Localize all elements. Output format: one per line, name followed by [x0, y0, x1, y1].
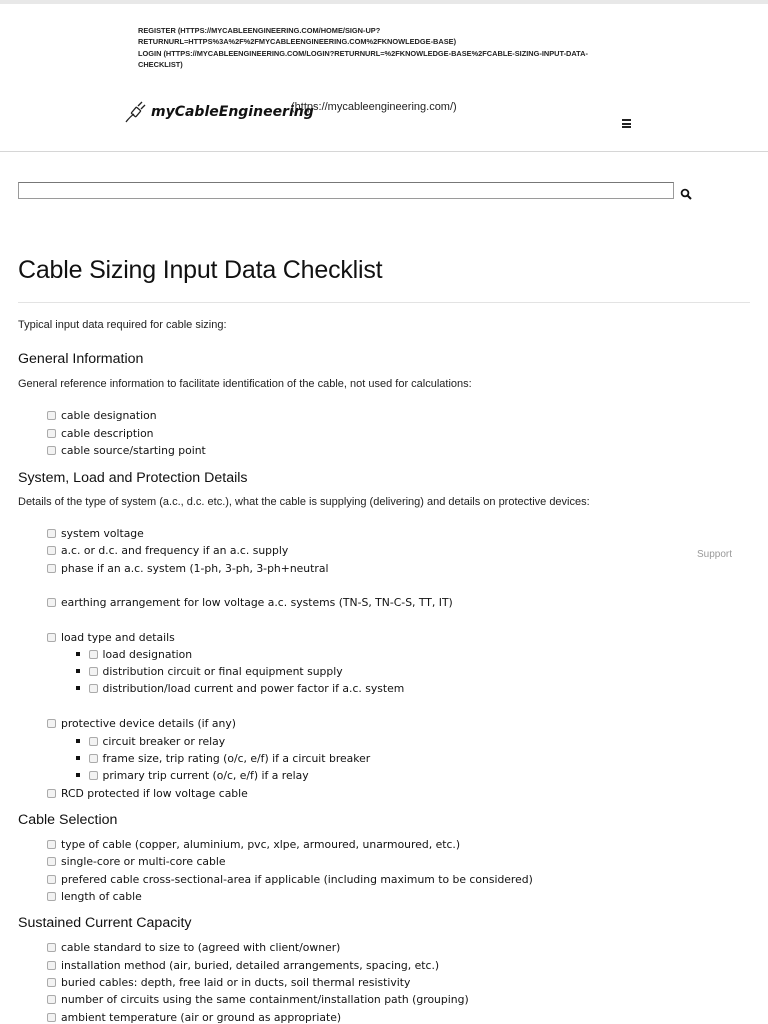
- checklist-item[interactable]: [47, 526, 144, 540]
- checklist-item-label: prefered cable cross-sectional-area if applicable (including maximum to be considered): [61, 872, 533, 886]
- checklist-item-label: installation method (air, buried, detailed arrangements, spacing, etc.): [61, 958, 440, 972]
- brand-logo[interactable]: [124, 100, 314, 124]
- support-link[interactable]: Support: [697, 549, 733, 560]
- checklist-item[interactable]: [47, 958, 439, 972]
- checklist-item-label: load designation: [102, 647, 193, 661]
- bullet: [76, 739, 80, 743]
- checkbox[interactable]: [47, 529, 56, 538]
- bullet: [76, 756, 80, 760]
- checklist-item[interactable]: [47, 561, 328, 575]
- checklist-item[interactable]: [47, 940, 340, 954]
- checklist-item-label: load type and details: [61, 630, 175, 644]
- checklist-item-label: a.c. or d.c. and frequency if an a.c. supply: [61, 543, 289, 557]
- checkbox[interactable]: [89, 650, 98, 659]
- checklist-item-label: system voltage: [61, 526, 144, 540]
- checklist-item-label: single-core or multi-core cable: [61, 854, 226, 868]
- checkbox[interactable]: [47, 840, 56, 849]
- checklist-item-label: cable description: [61, 426, 154, 440]
- checkbox[interactable]: [47, 429, 56, 438]
- page-title: Cable Sizing Input Data Checklist: [18, 256, 383, 284]
- search-icon[interactable]: [680, 185, 692, 197]
- checklist-item-label: ambient temperature (air or ground as appropriate): [61, 1010, 342, 1024]
- checkbox[interactable]: [47, 892, 56, 901]
- bullet: [76, 652, 80, 656]
- hamburger-menu-icon[interactable]: [622, 119, 631, 128]
- cable-plug-icon: [124, 101, 148, 123]
- checklist-subitem[interactable]: [76, 664, 343, 678]
- bullet: [76, 669, 80, 673]
- checklist-item[interactable]: [47, 408, 157, 422]
- checkbox[interactable]: [89, 684, 98, 693]
- checklist-item[interactable]: [47, 443, 206, 457]
- checklist-subitem[interactable]: [76, 647, 192, 661]
- checkbox[interactable]: [47, 857, 56, 866]
- checklist-item[interactable]: [47, 543, 288, 557]
- checklist-item-label: frame size, trip rating (o/c, e/f) if a circuit breaker: [102, 751, 371, 765]
- checklist-item[interactable]: [47, 837, 460, 851]
- checkbox[interactable]: [47, 446, 56, 455]
- section-desc-system: Details of the type of system (a.c., d.c. etc.), what the cable is supplying (delivering) and details on protective devices:: [18, 496, 590, 508]
- checkbox[interactable]: [89, 771, 98, 780]
- checkbox[interactable]: [47, 875, 56, 884]
- checklist-item-label: protective device details (if any): [61, 716, 236, 730]
- checklist-subitem[interactable]: [76, 751, 370, 765]
- checkbox[interactable]: [89, 737, 98, 746]
- checkbox[interactable]: [47, 598, 56, 607]
- checklist-item-label: buried cables: depth, free laid or in ducts, soil thermal resistivity: [61, 975, 411, 989]
- checklist-item-label: circuit breaker or relay: [102, 734, 226, 748]
- checkbox[interactable]: [47, 978, 56, 987]
- bullet: [76, 686, 80, 690]
- checklist-item-label: distribution circuit or final equipment supply: [102, 664, 343, 678]
- checklist-item-label: earthing arrangement for low voltage a.c. systems (TN-S, TN-C-S, TT, IT): [61, 595, 453, 609]
- login-link[interactable]: LOGIN (HTTPS://MYCABLEENGINEERING.COM/LOGIN?RETURNURL=%2FKNOWLEDGE-BASE%2FCABLE-SIZING-INPUT-DATA-CHECKLIST): [138, 48, 588, 69]
- checkbox[interactable]: [47, 564, 56, 573]
- checklist-item[interactable]: [47, 975, 410, 989]
- checklist-item-label: RCD protected if low voltage cable: [61, 786, 248, 800]
- checklist-item[interactable]: [47, 716, 236, 730]
- checklist-item-label: cable standard to size to (agreed with client/owner): [61, 940, 341, 954]
- checklist-item-label: cable source/starting point: [61, 443, 206, 457]
- checklist-item[interactable]: [47, 992, 469, 1006]
- checkbox[interactable]: [89, 754, 98, 763]
- checkbox[interactable]: [89, 667, 98, 676]
- checklist-item[interactable]: [47, 889, 142, 903]
- checklist-subitem[interactable]: [76, 768, 309, 782]
- checklist-item[interactable]: [47, 1010, 341, 1024]
- checklist-subitem[interactable]: [76, 681, 404, 695]
- header-divider: [0, 151, 768, 152]
- register-link[interactable]: REGISTER (HTTPS://MYCABLEENGINEERING.COM/HOME/SIGN-UP?RETURNURL=HTTPS%3A%2F%2FMYCABLEENGINEERING.COM%2FKNOWLEDGE-BASE): [138, 26, 457, 47]
- brand-name: myCableEngineering: [151, 104, 314, 120]
- account-links: [138, 25, 628, 70]
- checkbox[interactable]: [47, 1013, 56, 1022]
- checklist-item[interactable]: [47, 426, 154, 440]
- checkbox[interactable]: [47, 411, 56, 420]
- checklist-item[interactable]: [47, 595, 453, 609]
- section-heading-cable: Cable Selection: [18, 812, 118, 828]
- checklist-item[interactable]: [47, 872, 533, 886]
- checklist-item[interactable]: [47, 854, 226, 868]
- checklist-item-label: length of cable: [61, 889, 142, 903]
- intro-text: Typical input data required for cable sizing:: [18, 319, 227, 331]
- top-strip: [0, 0, 768, 4]
- checklist-item[interactable]: [47, 630, 175, 644]
- checkbox[interactable]: [47, 943, 56, 952]
- checkbox[interactable]: [47, 995, 56, 1004]
- section-heading-current: Sustained Current Capacity: [18, 915, 192, 931]
- checkbox[interactable]: [47, 961, 56, 970]
- section-heading-general: General Information: [18, 351, 144, 367]
- checklist-item-label: type of cable (copper, aluminium, pvc, xlpe, armoured, unarmoured, etc.): [61, 837, 461, 851]
- checklist-subitem[interactable]: [76, 734, 225, 748]
- section-heading-system: System, Load and Protection Details: [18, 470, 248, 486]
- checklist-item-label: primary trip current (o/c, e/f) if a relay: [102, 768, 309, 782]
- checklist-item[interactable]: [47, 786, 248, 800]
- bullet: [76, 773, 80, 777]
- checkbox[interactable]: [47, 633, 56, 642]
- brand-url[interactable]: (https://mycableengineering.com/): [291, 101, 457, 113]
- checkbox[interactable]: [47, 546, 56, 555]
- checklist-item-label: distribution/load current and power factor if a.c. system: [102, 681, 405, 695]
- checkbox[interactable]: [47, 719, 56, 728]
- checklist-item-label: phase if an a.c. system (1-ph, 3-ph, 3-ph+neutral: [61, 561, 329, 575]
- checkbox[interactable]: [47, 789, 56, 798]
- title-divider: [18, 302, 750, 303]
- checklist-item-label: cable designation: [61, 408, 157, 422]
- section-desc-general: General reference information to facilitate identification of the cable, not used for calculations:: [18, 378, 472, 390]
- search-input[interactable]: [18, 182, 674, 199]
- checklist-item-label: number of circuits using the same containment/installation path (grouping): [61, 992, 469, 1006]
